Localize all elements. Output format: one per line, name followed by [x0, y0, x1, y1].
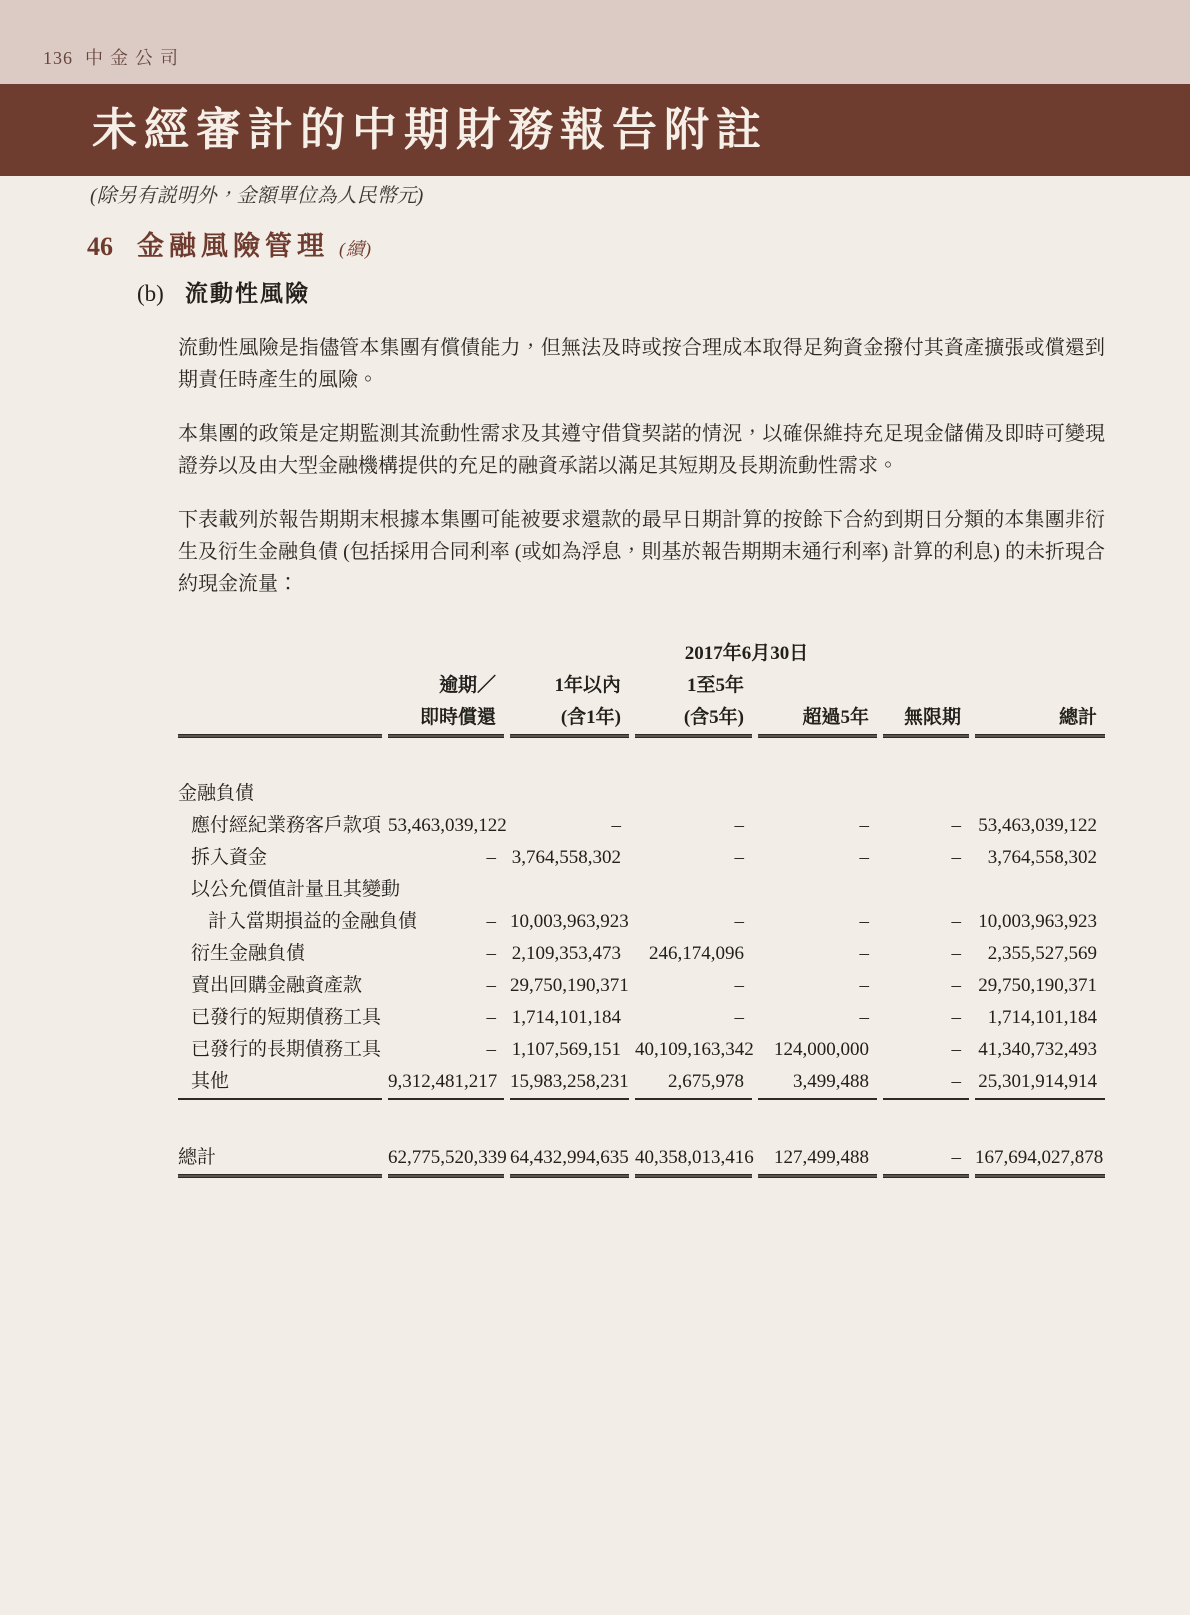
table-rule-segment: [635, 1174, 752, 1178]
table-cell: –: [734, 1007, 744, 1028]
table-cell: 29,750,190,371: [978, 975, 1097, 996]
table-cell: 3,764,558,302: [987, 847, 1097, 868]
table-rule-segment: [388, 1174, 504, 1178]
row-label: 應付經紀業務客戶款項: [191, 815, 382, 836]
table-cell: 10,003,963,923: [510, 911, 629, 932]
table-cell: –: [951, 975, 961, 996]
total-row-label: 總計: [178, 1147, 217, 1168]
table-cell: 9,312,481,217: [388, 1071, 498, 1092]
table-cell: 3,764,558,302: [511, 847, 621, 868]
table-cell: 1,107,569,151: [511, 1039, 621, 1060]
row-label: 已發行的短期債務工具: [191, 1007, 382, 1028]
table-cell: 10,003,963,923: [978, 911, 1097, 932]
column-header: [758, 670, 877, 702]
table-cell: –: [951, 1007, 961, 1028]
table-cell: –: [486, 1039, 496, 1060]
table-cell: 2,109,353,473: [511, 943, 621, 964]
table-cell: 124,000,000: [774, 1039, 869, 1060]
subsection-label: (b): [137, 281, 164, 306]
table-section-label: 金融負債: [178, 783, 255, 804]
table-cell: –: [486, 943, 496, 964]
table-cell: –: [951, 847, 961, 868]
table-rule-segment: [758, 1174, 877, 1178]
column-header: 逾期／: [438, 675, 496, 696]
total-cell: 167,694,027,878: [975, 1147, 1104, 1168]
table-cell: [975, 874, 1105, 906]
table-cell: –: [859, 911, 869, 932]
column-header: [975, 670, 1105, 702]
row-label: 已發行的長期債務工具: [191, 1039, 382, 1060]
table-cell: –: [734, 975, 744, 996]
company-name: 中金公司: [85, 48, 185, 68]
table-rule-segment: [178, 1174, 382, 1178]
table-cell: 53,463,039,122: [388, 815, 507, 836]
column-header: [883, 670, 969, 702]
column-header: (含1年): [560, 707, 621, 728]
table-cell: 29,750,190,371: [510, 975, 629, 996]
total-cell: 40,358,013,416: [635, 1147, 754, 1168]
table-cell: [635, 874, 752, 906]
paragraph: 本集團的政策是定期監測其流動性需求及其遵守借貸契諾的情況，以確保維持充足現金儲備及即時可變現證券以及由大型金融機構提供的充足的融資承諾以滿足其短期及長期流動性需求。: [178, 423, 1105, 477]
row-label: 以公允價值計量且其變動: [191, 879, 401, 900]
chapter-banner: [0, 84, 1190, 176]
table-cell: –: [859, 975, 869, 996]
table-cell: 40,109,163,342: [635, 1039, 754, 1060]
column-header: 總計: [1058, 707, 1097, 728]
table-cell: [758, 874, 877, 906]
currency-unit-note: (除另有説明外，金額單位為人民幣元): [90, 185, 424, 207]
table-cell: –: [486, 911, 496, 932]
table-spacer: [178, 1100, 1105, 1142]
table-rule-segment: [883, 1174, 969, 1178]
section-title: 金融風險管理: [137, 231, 329, 261]
table-cell: [178, 702, 382, 734]
total-cell: 127,499,488: [774, 1147, 869, 1168]
table-cell: –: [951, 1071, 961, 1092]
table-cell: –: [859, 815, 869, 836]
column-header: 1年以內: [554, 675, 621, 696]
table-cell: –: [951, 815, 961, 836]
page-number: 136: [43, 48, 73, 68]
table-cell: –: [951, 1039, 961, 1060]
table-cell: 15,983,258,231: [510, 1071, 629, 1092]
chapter-title: 未經審計的中期財務報告附註: [92, 104, 769, 155]
table-cell: –: [859, 1007, 869, 1028]
row-label: 計入當期損益的金融負債: [208, 911, 418, 932]
table-cell: 2,675,978: [668, 1071, 744, 1092]
section-number: 46: [87, 232, 113, 261]
table-cell: 1,714,101,184: [987, 1007, 1097, 1028]
table-cell: –: [951, 943, 961, 964]
total-cell: 62,775,520,339: [388, 1147, 507, 1168]
section-continued-marker: (續): [339, 239, 372, 259]
table-cell: –: [951, 911, 961, 932]
page-header-band: [0, 0, 1190, 84]
table-cell: [388, 874, 504, 906]
column-header: 無限期: [903, 707, 961, 728]
maturity-table: [0, 638, 1190, 1178]
subsection-title: 流動性風險: [185, 281, 310, 306]
total-cell: –: [951, 1147, 961, 1168]
subsection-heading: [137, 280, 1190, 308]
table-cell: –: [486, 847, 496, 868]
table-cell: [883, 874, 969, 906]
table-cell: –: [486, 975, 496, 996]
table-cell: 3,499,488: [793, 1071, 869, 1092]
table-cell: [178, 670, 382, 702]
total-cell: 64,432,994,635: [510, 1147, 629, 1168]
table-cell: –: [734, 815, 744, 836]
paragraph: 流動性風險是指儘管本集團有償債能力，但無法及時或按合理成本取得足夠資金撥付其資產擴張或償還到期責任時產生的風險。: [178, 337, 1105, 391]
table-cell: –: [734, 911, 744, 932]
table-spacer: [178, 738, 1105, 778]
table-cell: 246,174,096: [649, 943, 744, 964]
row-label: 賣出回購金融資產款: [191, 975, 363, 996]
row-label: 拆入資金: [191, 847, 268, 868]
paragraph: 下表載列於報告期期末根據本集團可能被要求還款的最早日期計算的按餘下合約到期日分類的本集團非衍生及衍生金融負債 (包括採用合同利率 (或如為浮息，則基於報告期期末通行利率) 計算的利息) 的未折現合約現金流量：: [178, 509, 1105, 595]
column-header: 即時償還: [419, 707, 496, 728]
table-cell: 1,714,101,184: [511, 1007, 621, 1028]
table-cell: 2,355,527,569: [987, 943, 1097, 964]
table-cell: –: [611, 815, 621, 836]
table-cell: 25,301,914,914: [978, 1071, 1097, 1092]
table-cell: –: [486, 1007, 496, 1028]
column-header: 超過5年: [802, 707, 869, 728]
column-header: (含5年): [683, 707, 744, 728]
running-header: [43, 44, 1190, 70]
row-label: 其他: [191, 1071, 230, 1092]
table-rule-segment: [510, 1174, 629, 1178]
table-rule-segment: [975, 1174, 1105, 1178]
table-cell: [510, 874, 629, 906]
table-cell: –: [734, 847, 744, 868]
table-cell: 53,463,039,122: [978, 815, 1097, 836]
table-grid: [178, 670, 1105, 1178]
section-heading: [87, 229, 1190, 266]
row-label: 衍生金融負債: [191, 943, 306, 964]
table-cell: –: [859, 847, 869, 868]
table-date-header: 2017年6月30日: [684, 643, 809, 664]
table-cell: 41,340,732,493: [978, 1039, 1097, 1060]
table-cell: –: [859, 943, 869, 964]
column-header: 1至5年: [686, 675, 744, 696]
